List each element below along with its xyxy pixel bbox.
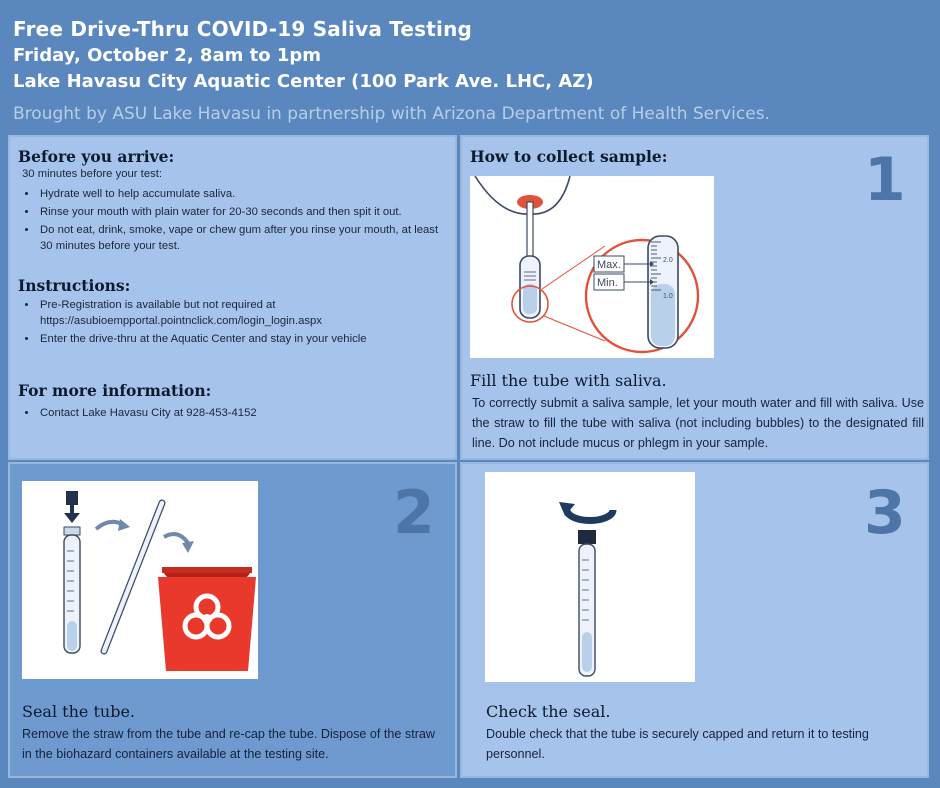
collect-illustration <box>470 176 714 358</box>
container-lid <box>162 567 252 573</box>
check-body: Double check that the tube is securely capped and return it to testing personnel. <box>486 727 869 761</box>
more-info-heading: For more information: <box>18 381 212 400</box>
collect-panel <box>460 135 929 460</box>
mark-top-label: 2.0 <box>663 257 673 264</box>
event-date: Friday, October 2, 8am to 1pm <box>13 45 322 66</box>
cap-icon <box>578 530 596 544</box>
check-subheading: Check the seal. <box>486 702 611 721</box>
instructions-heading: Instructions: <box>18 276 131 295</box>
min-label: Min. <box>597 277 618 289</box>
mark-bottom-label: 1.0 <box>663 293 673 300</box>
collect-body: To correctly submit a saliva sample, let your mouth water and fill with saliva. Use the straw to fill the tube with saliva (not including bubbles) to the designated fill line. Do not include mucus or phlegm in your sample. <box>472 396 924 450</box>
biohazard-symbol-icon <box>202 614 212 624</box>
list-item: • Hydrate well to help accumulate saliva. <box>38 186 460 202</box>
step-number-1: 1 <box>864 145 906 215</box>
page-title: Free Drive-Thru COVID-19 Saliva Testing <box>13 17 473 41</box>
rotate-arrow-icon <box>567 510 613 520</box>
collect-subheading: Fill the tube with saliva. <box>470 371 667 390</box>
before-list <box>20 186 460 256</box>
seal-panel <box>8 462 457 778</box>
cap-icon <box>66 491 78 505</box>
before-heading: Before you arrive: <box>18 147 175 166</box>
header <box>0 0 940 132</box>
list-item: • Contact Lake Havasu City at 928-453-4152 <box>38 405 450 421</box>
instructions-list <box>20 297 450 349</box>
list-item: • Pre-Registration is available but not required at https://asubioempportal.pointnclick.com/login_login.aspx <box>38 297 380 329</box>
seal-illustration <box>22 481 258 679</box>
before-panel <box>8 135 457 460</box>
max-label: Max. <box>597 259 621 271</box>
collect-heading: How to collect sample: <box>470 147 668 166</box>
step-number-3: 3 <box>864 478 906 548</box>
list-item: • Do not eat, drink, smoke, vape or chew gum after you rinse your mouth, at least 30 minutes before your test. <box>38 222 450 254</box>
down-arrow-icon <box>64 513 80 523</box>
list-item: • Enter the drive-thru at the Aquatic Center and stay in your vehicle <box>38 331 450 347</box>
before-intro: 30 minutes before your test: <box>22 168 163 180</box>
more-info-list <box>20 405 450 423</box>
seal-subheading: Seal the tube. <box>22 702 135 721</box>
check-illustration <box>485 472 695 682</box>
list-item: • Rinse your mouth with plain water for 20-30 seconds and then spit it out. <box>38 204 460 220</box>
event-location: Lake Havasu City Aquatic Center (100 Park Ave. LHC, AZ) <box>13 71 594 92</box>
check-panel <box>460 462 929 778</box>
saliva-tube-illustration <box>470 176 714 358</box>
seal-body: Remove the straw from the tube and re-cap the tube. Dispose of the straw in the biohazard containers available at the testing site. <box>22 727 436 761</box>
partner-line: Brought by ASU Lake Havasu in partnership with Arizona Department of Health Services. <box>13 104 770 124</box>
step-number-2: 2 <box>393 478 435 548</box>
curved-arrow-icon <box>118 519 130 531</box>
